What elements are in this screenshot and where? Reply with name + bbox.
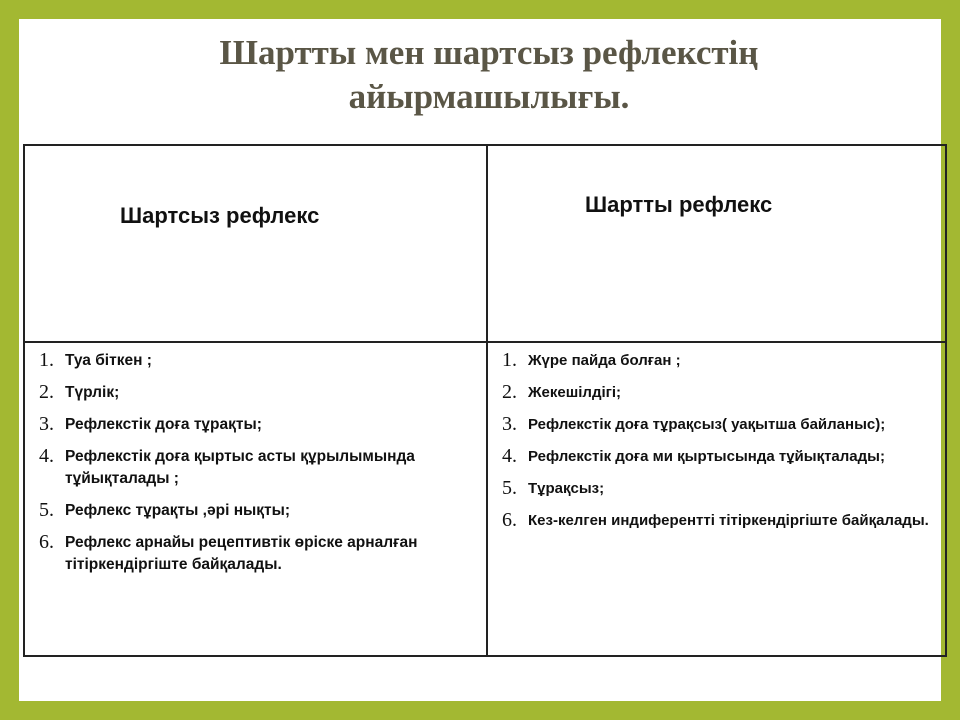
conditioned-reflex-cell	[487, 342, 946, 656]
comparison-table	[23, 144, 947, 657]
slide	[19, 19, 941, 701]
header-unconditioned-reflex: Шартсыз рефлекс	[24, 145, 487, 342]
list-item: 2. Жекешілдігі;	[502, 381, 622, 403]
list-item: 1. Туа біткен ;	[39, 349, 152, 371]
table-header-row	[24, 145, 946, 342]
unconditioned-reflex-cell	[24, 342, 487, 656]
list-item: 3. Рефлекстік доға тұрақты;	[39, 413, 262, 435]
title-line-1: Шартты мен шартсыз рефлекстің	[219, 33, 759, 72]
list-item: 6. Кез-келген индиферентті тітіркендіргіште байқалады.	[502, 509, 929, 531]
table-body-row	[24, 342, 946, 656]
unconditioned-reflex-list	[25, 343, 486, 576]
list-item: 4. Рефлекстік доға қыртыс асты құрылымында тұйықталады ;	[39, 445, 415, 487]
list-item: 6. Рефлекс арнайы рецептивтік өріске арналған тітіркендіргіште байқалады.	[39, 531, 418, 573]
title-line-2: айырмашылығы.	[348, 77, 630, 116]
conditioned-reflex-list	[488, 343, 945, 532]
list-item: 3. Рефлекстік доға тұрақсыз( уақытша байланыс);	[502, 413, 886, 435]
list-item: 4. Рефлекстік доға ми қыртысында тұйықталады;	[502, 445, 885, 467]
header-conditioned-reflex: Шартты рефлекс	[487, 145, 946, 342]
list-item: 1. Жүре пайда болған ;	[502, 349, 681, 371]
list-item: 5. Тұрақсыз;	[502, 477, 605, 499]
list-item: 2. Түрлік;	[39, 381, 120, 403]
list-item: 5. Рефлекс тұрақты ,әрі нықты;	[39, 499, 291, 521]
page-title	[139, 31, 839, 119]
